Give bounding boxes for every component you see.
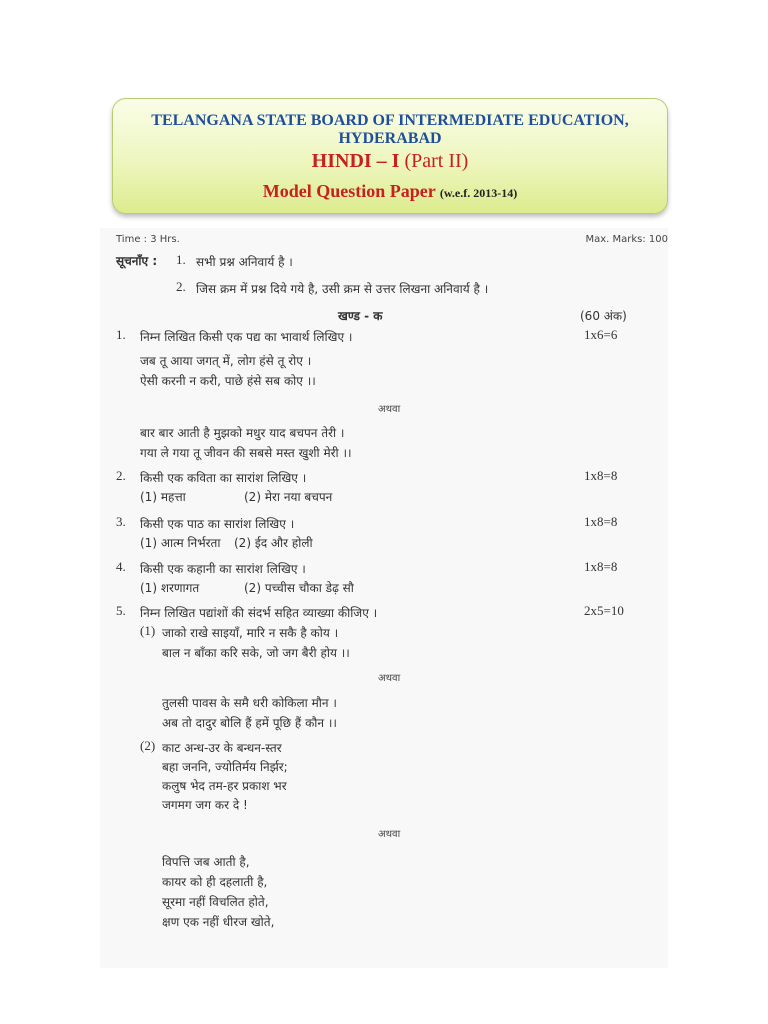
section-title: खण्ड - क [338, 309, 383, 323]
q5-text: निम्न लिखित पद्यांशों की संदर्भ सहित व्याख्या कीजिए । [140, 606, 378, 620]
q5-number: 5. [116, 603, 126, 618]
paper-type [113, 179, 667, 205]
q2-number: 2. [116, 468, 126, 483]
wef-year: (w.e.f. 2013-14) [439, 186, 518, 200]
instruction-2-num: 2. [176, 279, 186, 294]
q5-alt2-line4: क्षण एक नहीं धीरज खोते, [162, 915, 275, 929]
q5-part1-line1: जाको राखे साइयाँ, मारि न सकै है कोय । [162, 626, 339, 640]
q1-text: निम्न लिखित किसी एक पद्य का भावार्थ लिखिए । [140, 330, 353, 344]
subject-main: HINDI – I [311, 150, 400, 172]
q4-option-1: (1) शरणागत [140, 581, 200, 595]
max-marks: Max. Marks: 100 [585, 234, 668, 245]
q3-option-1: (1) आत्म निर्भरता [140, 536, 221, 550]
q1-poem1-line1: जब तू आया जगत् में, लोग हंसे तू रोए । [140, 354, 312, 368]
q5-or-2: अथवा [378, 829, 401, 840]
instruction-2-text: जिस क्रम में प्रश्न दिये गये है, उसी क्रम से उत्तर लिखना अनिवार्य है । [196, 282, 489, 296]
q3-marks: 1x8=8 [584, 514, 618, 529]
instructions-label: सूचनाँए : [116, 254, 158, 268]
q5-part2-line2: बहा जननि, ज्योतिर्मय निर्झर; [162, 760, 288, 774]
q5-part2-line4: जगमग जग कर दे ! [162, 798, 248, 812]
q1-marks: 1x6=6 [584, 327, 618, 342]
q5-or-1: अथवा [378, 673, 401, 684]
q5-alt2-line1: विपत्ति जब आती है, [162, 855, 250, 869]
instruction-1-text: सभी प्रश्न अनिवार्य है । [196, 255, 293, 269]
q1-or: अथवा [378, 404, 401, 415]
q3-number: 3. [116, 514, 126, 529]
section-marks: (60 अंक) [580, 309, 627, 323]
q5-marks: 2x5=10 [584, 603, 624, 618]
time-allowed: Time : 3 Hrs. [116, 234, 180, 245]
q3-text: किसी एक पाठ का सारांश लिखिए । [140, 517, 295, 531]
q4-marks: 1x8=8 [584, 559, 618, 574]
instruction-1-num: 1. [176, 252, 186, 267]
q1-poem2-line1: बार बार आती है मुझको मधुर याद बचपन तेरी । [140, 426, 345, 440]
q2-marks: 1x8=8 [584, 468, 618, 483]
q5-part2-line3: कलुष भेद तम-हर प्रकाश भर [162, 779, 287, 793]
board-name: TELANGANA STATE BOARD OF INTERMEDIATE EDUCATION, [151, 112, 629, 129]
q5-alt1-line2: अब तो दादुर बोलि हैं हमें पूछि हैं कौन ।। [162, 716, 337, 730]
paper-type-label: Model Question Paper [262, 181, 436, 201]
title-banner [112, 98, 668, 214]
q5-part1-line2: बाल न बाँका करि सके, जो जग बैरी होय ।। [162, 646, 350, 660]
q1-poem1-line2: ऐसी करनी न करी, पाछे हंसे सब कोए ।। [140, 374, 316, 388]
q5-part2-label: (2) [140, 738, 156, 753]
q2-option-2: (2) मेरा नया बचपन [244, 490, 333, 504]
q5-alt2-line2: कायर को ही दहलाती है, [162, 875, 268, 889]
q3-option-2: (2) ईद और होली [234, 536, 313, 550]
q4-text: किसी एक कहानी का सारांश लिखिए । [140, 562, 306, 576]
q5-part1-label: (1) [140, 623, 156, 638]
q4-number: 4. [116, 559, 126, 574]
board-city: HYDERABAD [338, 130, 442, 147]
q5-alt1-line1: तुलसी पावस के समै धरी कोकिला मौन । [162, 696, 337, 710]
subject-title [113, 149, 667, 173]
subject-part: (Part II) [404, 150, 469, 172]
q4-option-2: (2) पच्चीस चौका डेढ़ सौ [244, 581, 354, 595]
q2-option-1: (1) महत्ता [140, 490, 186, 504]
q1-number: 1. [116, 327, 126, 342]
q2-text: किसी एक कविता का सारांश लिखिए । [140, 471, 307, 485]
q5-part2-line1: काट अन्ध-उर के बन्धन-स्तर [162, 741, 282, 755]
q5-alt2-line3: सूरमा नहीं विचलित होते, [162, 895, 269, 909]
q1-poem2-line2: गया ले गया तू जीवन की सबसे मस्त खुशी मेरी ।। [140, 446, 352, 460]
